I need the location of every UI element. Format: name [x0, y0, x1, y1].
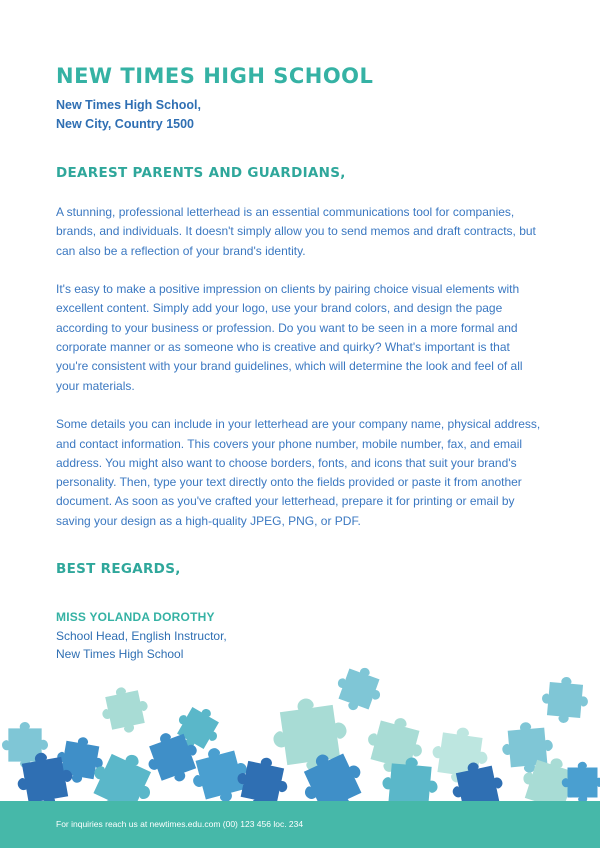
footer-contact-text: For inquiries reach us at newtimes.edu.com (00) 123 456 loc. 234 [56, 819, 304, 829]
school-address [56, 96, 201, 134]
puzzle-pieces-decoration [0, 660, 600, 805]
body-paragraph-3: Some details you can include in your letterhead are your company name, physical address, and contact information. This covers your phone number, mobile number, fax, and email address. You might also want to choose borders, fonts, and icons that suit your brand's personality. Then, type your text directly onto the fields provided or paste it from another document. As soon as you've crafted your letterhead, prepare it for printing or email by saving your design as a high-quality JPEG, PNG, or PDF. [56, 417, 541, 528]
school-name-heading: NEW TIMES HIGH SCHOOL [56, 64, 374, 88]
signatory-name: MISS YOLANDA DOROTHY [56, 610, 215, 624]
letter-closing: BEST REGARDS, [56, 561, 181, 577]
address-line-1: New Times High School, [56, 98, 201, 112]
signatory-details [56, 627, 227, 663]
signatory-organization: New Times High School [56, 647, 184, 661]
signatory-title: School Head, English Instructor, [56, 629, 227, 643]
letter-salutation: DEAREST PARENTS AND GUARDIANS, [56, 165, 346, 181]
footer-bar [0, 801, 600, 848]
body-paragraph-2: It's easy to make a positive impression on clients by pairing choice visual elements with excellent content. Simply add your logo, use your brand colors, and design the page according to your business or profession. Do you want to be seen in a more formal and corporate manner or as someone who is creative and quirky? What's important is that you're consistent with your brand guidelines, which will determine the look and feel of all your materials. [56, 282, 523, 393]
address-line-2: New City, Country 1500 [56, 117, 195, 131]
letter-body [56, 203, 541, 550]
body-paragraph-1: A stunning, professional letterhead is an essential communications tool for companies, brands, and individuals. It doesn't simply allow you to send memos and draft contracts, but can also be a reflection of your brand's identity. [56, 205, 536, 258]
